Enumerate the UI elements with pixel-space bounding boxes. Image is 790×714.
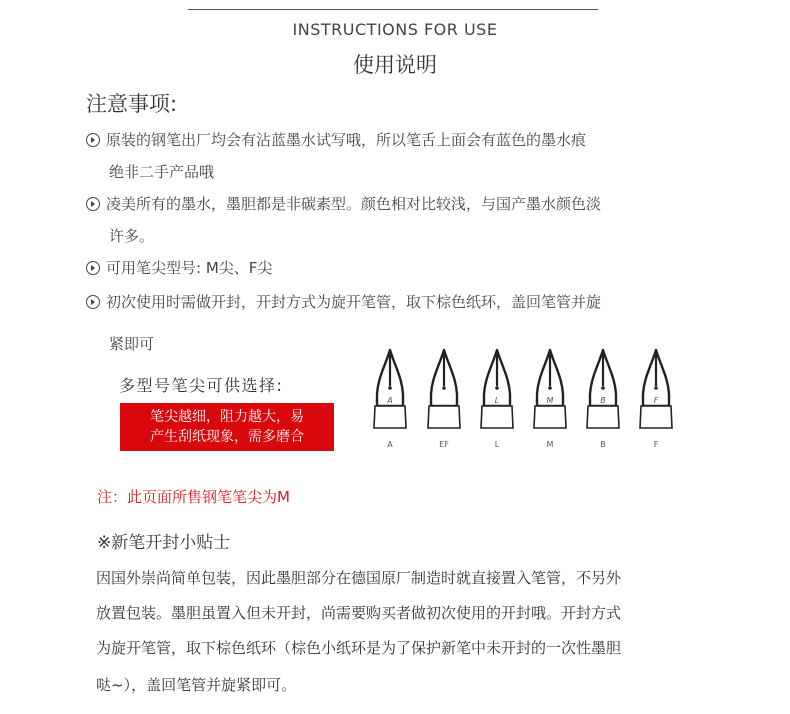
tips-line-4: 哒~），盖回笔管并旋紧即可。 (96, 676, 297, 694)
nib-mark: M (546, 396, 554, 405)
nib-mark: A (387, 396, 393, 405)
note-item-1-line-2: 绝非二手产品哦 (109, 163, 215, 181)
note-item-4-line-2: 紧即可 (109, 335, 155, 353)
tips-line-1: 因国外崇尚简单包装，因此墨胆部分在德国原厂制造时就直接置入笔管，不另外 (96, 569, 622, 587)
tips-line-3: 为旋开笔管，取下棕色纸环（棕色小纸环是为了保护新笔中未开封的一次性墨胆 (96, 639, 622, 657)
title-chinese: 使用说明 (353, 53, 437, 77)
nib-icon (638, 348, 674, 430)
play-circle-icon (86, 133, 100, 147)
play-circle-icon (86, 197, 100, 211)
note-item-4-line-1: 初次使用时需做开封，开封方式为旋开笔管，取下棕色纸环，盖回笔管并旋 (106, 293, 602, 311)
nib-mark: L (494, 396, 500, 405)
nib-icon (585, 348, 621, 430)
play-circle-icon (86, 295, 100, 309)
nib-mark: B (600, 396, 606, 405)
nib-mark: F (653, 396, 659, 405)
nib-size-note: 注：此页面所售钢笔笔尖为M (97, 488, 290, 506)
nib-caption: EF (439, 440, 449, 449)
nib-caption: M (546, 440, 554, 449)
play-circle-icon (86, 261, 100, 275)
notes-heading: 注意事项: (86, 92, 178, 116)
top-divider (188, 9, 598, 10)
note-item-1 (86, 130, 586, 151)
nib-icon (532, 348, 568, 430)
nib-warning-box (120, 403, 334, 451)
nib-warning-line-1: 笔尖越细，阻力越大，易 (150, 409, 304, 425)
note-item-1-line-1: 原装的钢笔出厂均会有沾蓝墨水试写哦，所以笔舌上面会有蓝色的墨水痕 (106, 131, 587, 149)
nib-options-label: 多型号笔尖可供选择: (119, 376, 284, 395)
nib-caption: L (494, 440, 500, 449)
nib-caption: F (653, 440, 659, 449)
note-item-2-line-1: 凌美所有的墨水，墨胆都是非碳素型。颜色相对比较浅，与国产墨水颜色淡 (106, 195, 602, 213)
note-item-4 (86, 292, 601, 313)
nib-warning-line-2: 产生刮纸现象，需多磨合 (150, 429, 304, 445)
note-item-3 (86, 258, 272, 279)
nib-caption: A (387, 440, 393, 449)
tips-line-2: 放置包装。墨胆虽置入但未开封，尚需要购买者做初次使用的开封哦。开封方式 (96, 604, 622, 622)
nib-caption: B (600, 440, 606, 449)
note-item-2-line-2: 许多。 (109, 227, 155, 245)
title-english: INSTRUCTIONS FOR USE (292, 20, 498, 39)
nib-icon (426, 348, 462, 430)
note-item-3-line-1: 可用笔尖型号: M尖、F尖 (106, 259, 273, 277)
tips-heading: ※新笔开封小贴士 (97, 533, 231, 553)
note-item-2 (86, 194, 601, 215)
nib-icon (372, 348, 408, 430)
nib-icon (479, 348, 515, 430)
